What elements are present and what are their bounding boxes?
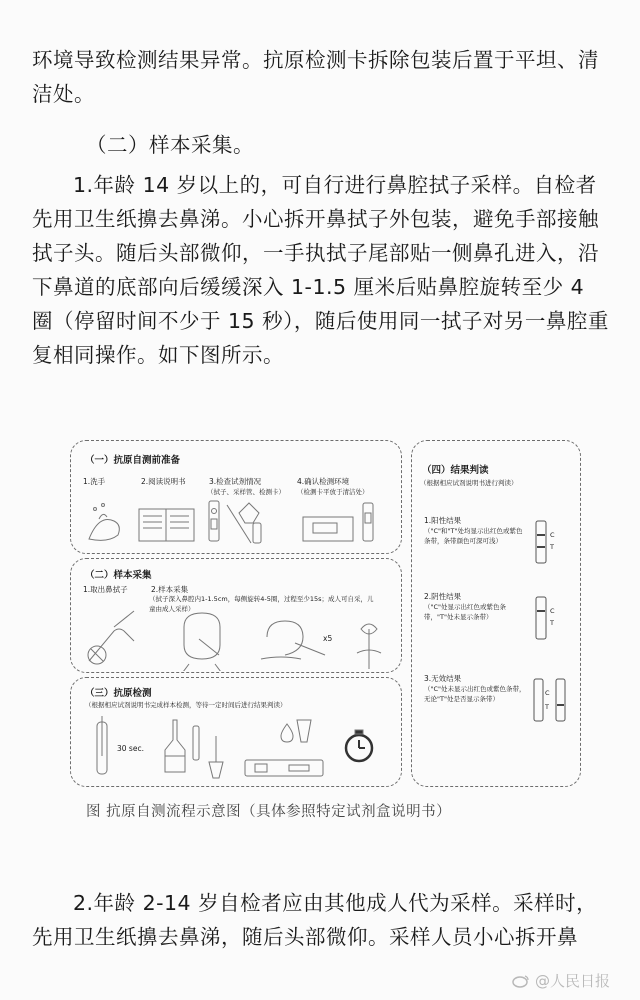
invalid-desc: （"C"处未显示出红色或紫色条带，无论"T"处是否显示条带） — [424, 685, 526, 703]
sample-repeat-count: x5 — [323, 634, 333, 643]
test-illustrations — [79, 716, 397, 782]
test-note: （根据相应试剂说明书完成样本检测，等待一定时间后进行结果判读） — [85, 701, 287, 709]
sample-step-2-note: （拭子深入鼻腔内1-1.5cm，每侧旋转4-5圈，过程至少15s；成人可自采，儿童由成人采样） — [149, 595, 374, 613]
watermark — [512, 970, 610, 991]
invalid-title: 3.无效结果 — [424, 674, 462, 683]
sample-title: （二）样本采集 — [85, 570, 152, 581]
sample-step-1: 1.取出鼻拭子 — [83, 585, 128, 594]
prep-illustrations — [81, 499, 399, 549]
antigen-flow-figure — [70, 440, 582, 785]
prep-step-2: 2.阅读说明书 — [141, 477, 186, 486]
paragraph-3: 2.年龄 2-14 岁自检者应由其他成人代为采样。采样时，先用卫生纸擤去鼻涕，随后头部微仰。采样人员小心拆开鼻 — [32, 891, 598, 949]
negative-desc: （"C"处显示出红色或紫色条带，"T"处未显示条带） — [424, 603, 507, 621]
negative-title: 2.阴性结果 — [424, 592, 462, 601]
result-box — [411, 440, 581, 787]
weibo-logo-icon — [512, 974, 530, 988]
prep-step-1: 1.洗手 — [83, 477, 106, 486]
prep-step-3: 3.检查试剂情况 — [209, 477, 262, 486]
invalid-t-label: T — [545, 703, 549, 711]
test-wait-time: 30 sec. — [117, 744, 144, 753]
positive-t-label: T — [550, 543, 554, 551]
positive-desc: （"C"和"T"处均显示出红色或紫色条带，条带颜色可深可浅） — [424, 527, 523, 545]
invalid-c-label: C — [545, 689, 550, 697]
sample-step-2: 2.样本采集 — [151, 585, 189, 594]
negative-t-label: T — [550, 619, 554, 627]
paragraph-2: 1.年龄 14 岁以上的，可自行进行鼻腔拭子采样。自检者先用卫生纸擤去鼻涕。小心拆开鼻拭子外包装，避免手部接触拭子头。随后头部微仰，一手执拭子尾部贴一侧鼻孔进入，沿下鼻道的底部向后缓缓深入 1-1.5 厘米后贴鼻腔旋转至少 4 圈（停留时间不少于 15 秒），随后使用同一拭子对另一鼻腔重复相同操作。如下图所示。 — [32, 173, 609, 367]
prep-step-4-note: （检测卡平放于清洁处） — [297, 488, 369, 496]
test-box — [70, 677, 402, 787]
sample-illustrations — [79, 609, 397, 671]
figure-caption: 图 抗原自测流程示意图（具体参照特定试剂盒说明书） — [86, 804, 452, 820]
section-heading: （二）样本采集。 — [86, 133, 254, 157]
result-title: （四）结果判读 — [422, 465, 489, 476]
positive-title: 1.阳性结果 — [424, 516, 462, 525]
invalid-strips — [532, 677, 578, 725]
sample-box — [70, 558, 402, 673]
negative-c-label: C — [550, 607, 555, 615]
prep-step-3-note: （拭子、采样管、检测卡） — [207, 488, 285, 496]
positive-c-label: C — [550, 531, 555, 539]
paragraph-1: 环境导致检测结果异常。抗原检测卡拆除包装后置于平坦、清洁处。 — [32, 48, 599, 106]
prep-box — [70, 440, 402, 554]
watermark-text: @人民日报 — [534, 972, 610, 990]
prep-title: （一）抗原自测前准备 — [85, 455, 181, 466]
prep-step-4: 4.确认检测环境 — [297, 477, 350, 486]
test-title: （三）抗原检测 — [85, 688, 152, 699]
result-note: （根据相应试剂说明书进行判读） — [420, 479, 518, 487]
